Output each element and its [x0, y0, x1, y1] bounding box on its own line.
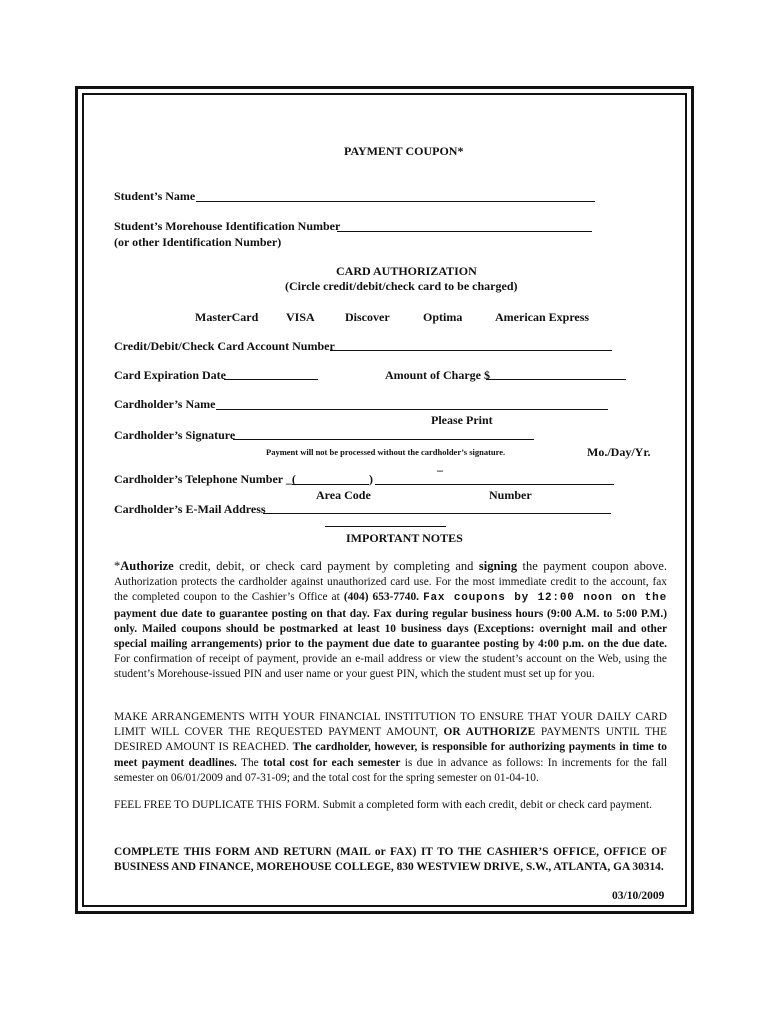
card-option-optima[interactable]: Optima: [423, 310, 463, 324]
p2-text-5: total cost for each semester: [263, 756, 401, 769]
notes-heading: IMPORTANT NOTES: [346, 531, 463, 545]
notes-paragraph-4: COMPLETE THIS FORM AND RETURN (MAIL or FAX) IT TO THE CASHIER’S OFFICE, OFFICE OF BUSINESS AND FINANCE, MOREHOUSE COLLEGE, 830 WESTVIEW DRIVE, S.W., ATLANTA, GA 30314.: [114, 846, 667, 874]
p2-text-4: The: [236, 756, 264, 769]
other-id-label: (or other Identification Number): [114, 235, 282, 249]
student-name-label: Student’s Name: [114, 189, 196, 203]
area-code-input[interactable]: [292, 484, 369, 485]
p1-text-4: payment due date to guarantee posting on that day. Fax during regular business hours (9:00 A.M. to 5:00 P.M.) only. Mailed coupons should be postmarked at least 10 business days (Exceptions: overnight mail and other special mailing arrangements) prior to the payment due date to guarantee posting by 4:00 p.m. on the due date.: [114, 607, 667, 651]
please-print-label: Please Print: [431, 413, 493, 427]
form-date: 03/10/2009: [612, 890, 665, 902]
signature-label: Cardholder’s Signature: [114, 428, 236, 442]
email-label: Cardholder’s E-Mail Address: [114, 502, 266, 516]
telephone-label: Cardholder’s Telephone Number _(: [114, 472, 296, 486]
p1-text-2: the payment coupon above.: [517, 559, 667, 573]
p2-text-6: is due in advance as follows: In increments for the fall semester on 06/01/2009 and 07-31-09; and the total cost for the spring semester on 01-04-10.: [114, 756, 667, 784]
signing-text: signing: [478, 559, 518, 573]
phone-number-input[interactable]: [375, 484, 614, 485]
student-id-label: Student’s Morehouse Identification Number: [114, 219, 341, 233]
notes-paragraph-3: FEEL FREE TO DUPLICATE THIS FORM. Submit a completed form with each credit, debit or check card payment.: [114, 799, 653, 811]
student-name-input[interactable]: [196, 201, 595, 202]
email-input[interactable]: [263, 513, 611, 514]
fax-phone: (404) 653-7740.: [343, 591, 420, 604]
asterisk: *: [114, 559, 121, 573]
card-option-mastercard[interactable]: MasterCard: [195, 310, 259, 324]
card-option-amex[interactable]: American Express: [495, 310, 590, 324]
area-code-label: Area Code: [316, 488, 371, 502]
card-option-discover[interactable]: Discover: [345, 310, 390, 324]
p2-text-3: The cardholder, however, is responsible for authorizing payments in time to meet payment deadlines.: [114, 741, 668, 769]
dash-mark: _: [437, 459, 443, 473]
or-authorize-text: OR AUTHORIZE: [443, 726, 536, 739]
signature-note: Payment will not be processed without the cardholder’s signature.: [266, 447, 506, 457]
fax-deadline: Fax coupons by 12:00 noon on the: [423, 592, 667, 605]
card-option-visa[interactable]: VISA: [286, 310, 315, 324]
notes-paragraph-2: [114, 710, 667, 786]
p2-text-1: MAKE ARRANGEMENTS WITH YOUR FINANCIAL INSTITUTION TO ENSURE THAT YOUR DAILY CARD LIMIT WILL COVER THE REQUESTED PAYMENT AMOUNT,: [114, 711, 667, 739]
cardholder-name-label: Cardholder’s Name: [114, 397, 216, 411]
card-auth-heading: CARD AUTHORIZATION: [336, 264, 477, 278]
p1-text-1: credit, debit, or check card payment by completing and: [173, 559, 479, 573]
expiration-label: Card Expiration Date: [114, 368, 226, 382]
authorize-text: Authorize: [120, 559, 174, 573]
date-label: Mo./Day/Yr.: [587, 445, 651, 459]
account-number-input[interactable]: [330, 350, 612, 351]
p1-text-3: Authorization protects the cardholder against unauthorized card use. For the most immediate credit to the account, fax the completed coupon to the Cashier’s Office at: [114, 576, 667, 604]
notes-divider: [325, 526, 446, 527]
amount-input[interactable]: [486, 379, 626, 380]
telephone-paren: ): [369, 472, 373, 486]
signature-input[interactable]: [233, 439, 534, 440]
p2-text-2: PAYMENTS UNTIL THE DESIRED AMOUNT IS REACHED.: [114, 726, 667, 754]
card-auth-instruction: (Circle credit/debit/check card to be charged): [285, 279, 518, 293]
student-id-input[interactable]: [337, 231, 592, 232]
notes-paragraph-1: [114, 559, 667, 683]
cardholder-name-input[interactable]: [216, 409, 608, 410]
expiration-input[interactable]: [224, 379, 318, 380]
number-label: Number: [489, 488, 532, 502]
account-number-label: Credit/Debit/Check Card Account Number: [114, 339, 335, 353]
amount-label: Amount of Charge $: [385, 368, 490, 382]
p1-text-5: For confirmation of receipt of payment, provide an e-mail address or view the student’s account on the Web, using the student’s Morehouse-issued PIN and user name or your guest PIN, which the student must set up for you.: [114, 653, 667, 681]
page-title: PAYMENT COUPON*: [344, 144, 464, 158]
